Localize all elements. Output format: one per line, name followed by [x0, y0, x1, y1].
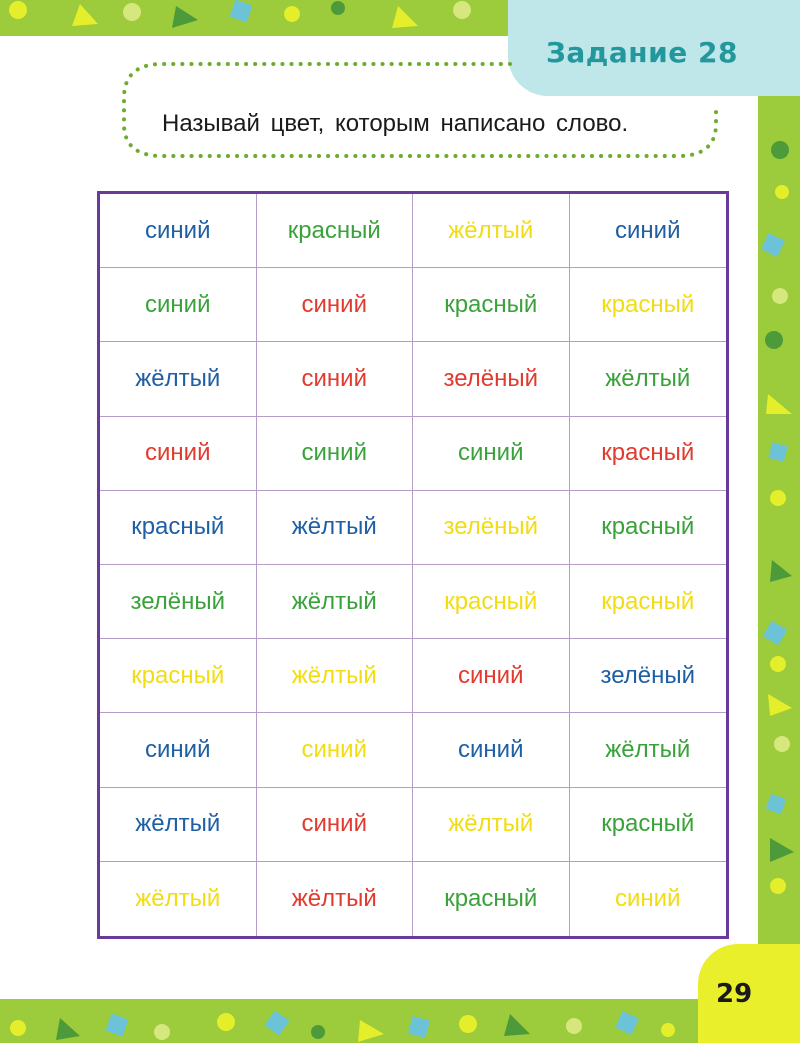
word-cell: синий	[257, 417, 414, 491]
word-cell: синий	[615, 884, 681, 912]
word-cell: синий	[100, 417, 257, 491]
word-cell: синий	[413, 417, 570, 491]
word-cell: жёлтый	[100, 862, 257, 936]
word-cell: красный	[413, 268, 570, 342]
word-cell: зелёный	[100, 565, 257, 639]
word-cell: красный	[570, 417, 727, 491]
word-cell: красный	[413, 862, 570, 936]
word-cell: жёлтый	[257, 862, 414, 936]
word-cell: синий	[413, 639, 570, 713]
word-cell: жёлтый	[413, 194, 570, 268]
word-cell: синий	[257, 342, 414, 416]
word-cell: зелёный	[413, 491, 570, 565]
word-cell: жёлтый	[413, 788, 570, 862]
word-cell: красный	[570, 565, 727, 639]
word-cell: красный	[413, 565, 570, 639]
word-cell: жёлтый	[570, 713, 727, 787]
word-cell: красный	[570, 268, 727, 342]
word-cell: синий	[257, 713, 414, 787]
top-confetti	[9, 0, 471, 28]
word-cell: красный	[257, 194, 414, 268]
word-cell: синий	[100, 194, 257, 268]
word-cell: синий	[570, 194, 727, 268]
word-cell: жёлтый	[257, 639, 414, 713]
word-cell: жёлтый	[257, 491, 414, 565]
page-number: 29	[716, 979, 753, 1009]
word-cell: синий	[100, 268, 257, 342]
word-cell: красный	[570, 491, 727, 565]
word-cell: красный	[100, 639, 257, 713]
right-confetti	[761, 141, 794, 894]
word-cell: синий	[257, 268, 414, 342]
word-cell: жёлтый	[257, 565, 414, 639]
word-cell: зелёный	[570, 639, 727, 713]
word-cell: красный	[100, 491, 257, 565]
word-cell: синий	[413, 713, 570, 787]
word-cell: синий	[100, 713, 257, 787]
instruction-text: Называй цвет, которым написано слово.	[162, 110, 629, 137]
word-cell: красный	[570, 788, 727, 862]
word-cell: синий	[257, 788, 414, 862]
word-cell: жёлтый	[100, 788, 257, 862]
word-cell: жёлтый	[100, 342, 257, 416]
bottom-confetti	[10, 1010, 675, 1042]
task-title: Задание 28	[546, 36, 738, 69]
color-word-grid	[97, 191, 729, 939]
word-cell: зелёный	[413, 342, 570, 416]
word-cell: жёлтый	[570, 342, 727, 416]
